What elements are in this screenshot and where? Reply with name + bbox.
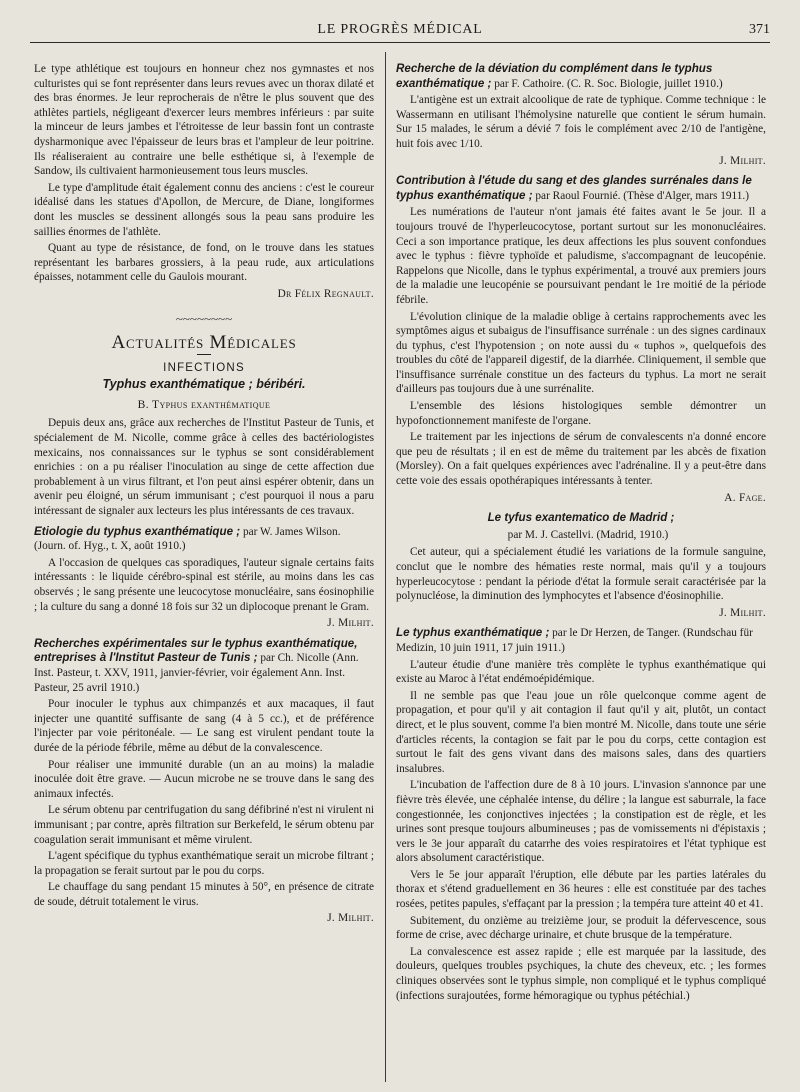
topic-heading: Typhus exanthématique ; béribéri.: [102, 377, 306, 392]
signature-line: [34, 911, 374, 926]
signature: A. Fage.: [724, 491, 766, 504]
article-paragraph: Cet auteur, qui a spécialement étudié les variations de la formule sanguine, conclut que le nombre des hématies reste normal, mais qu'il y a toujours hyperleucocytose : pendant la période d'état la formule serait caractérisée par la polynucléose, la diminution des lymphocytes et l'absence d'éosinophilie.: [396, 546, 766, 603]
article-reference: par Ch. Nicolle (Ann. Inst. Pasteur, t. XXV, 1911, janvier-février, voir également Ann. Inst. Pasteur, 25 avril 1910.): [34, 652, 359, 694]
signature: J. Milhit.: [719, 606, 766, 619]
article-paragraph: Les numérations de l'auteur n'ont jamais été faites avant le 5e jour. Il a toujours trouvé de l'hyperleucocytose, portant surtout sur les mononucléaires. Ceci a son importance pratique, les deux affections les plus souvent confondues avec le typhus : fièvre typhoïde et paludisme, s'accompagnant de leucopénie. Rappelons que Nicolle, dans le typhus expérimental, a trouvé aux premiers jours de la maladie une leucopénie se poursuivant pendant le 1re moitié de la période fébrile.: [396, 206, 766, 306]
article-paragraph: La convalescence est assez rapide ; elle est marquée par la lassitude, des douleurs, quelques troubles psychiques, la chute des cheveux, etc. ; les formes cliniques observées sont le typhus simple, non compliqué et le typhus compliqué (infections surajoutées, forme hémoragique ou typhus pétéchial.): [396, 945, 766, 1002]
article-paragraph: Le sérum obtenu par centrifugation du sang défibriné n'est ni virulent ni immunisant ; par contre, après filtration sur Berkefeld, le sérum obtenu par coagulation serait immunisant et même virulent.: [34, 804, 374, 846]
article-header: [396, 511, 766, 526]
page-number: 371: [749, 22, 770, 37]
article-paragraph: L'incubation de l'affection dure de 8 à 10 jours. L'invasion s'annonce par une fièvre très élevée, une céphalée intense, du délire ; la langue est saburrale, la face congestionnée, les conjonctives injectées ; la constipation est de règle, et les urines sont presque toujours albumineuses ; pas de vomissements ni d'épistaxis ; vers le 3e jour apparaît du catarrhe des voies respiratoires et l'état typhique est alors absolument caractéristique.: [396, 779, 766, 865]
signature-line: [34, 287, 374, 302]
signature-line: [396, 154, 766, 169]
left-column: [34, 62, 374, 928]
article-header: [396, 62, 766, 91]
article-paragraph: A l'occasion de quelques cas sporadiques, l'auteur signale certains faits intéressants : le liquide cérébro-spinal est stérile, au moins dans les cas observés ; le sang présente une leucocytose monucléaire, sans éosinophilie ; la culture du sang a donné 18 fois sur 32 un diplocoque prenant le Gram.: [34, 556, 374, 613]
signature-line: [396, 491, 766, 506]
article-paragraph: Il ne semble pas que l'eau joue un rôle quelconque comme agent de propagation, et pour qu'il y ait contagion il faut qu'il y ait, plutôt, un contact direct, et le plus souvent, comme l'a bien montré M. Nicolle, dans toute une série d'articles récents, la contagion se fait par le pou du corps, cette contagion est surtout le fait des gens vivant dans des maisons sales, dans des quartiers insalubres.: [396, 689, 766, 775]
article-reference: par le Dr Herzen, de Tanger. (Rundschau für Medizin, 10 juin 1911, 17 juin 1911.): [396, 627, 753, 654]
subtopic-heading: B. Typhus exanthématique: [137, 398, 271, 411]
article-paragraph: L'agent spécifique du typhus exanthématique serait un microbe filtrant ; la propagation se ferait surtout par le pou du corps.: [34, 850, 374, 877]
article-paragraph: Subitement, du onzième au treizième jour, se produit la défervescence, sous forme de crise, avec décharge urinaire, et chute brusque de la température.: [396, 914, 766, 942]
article-header: [396, 174, 766, 203]
article-paragraph: L'ensemble des lésions histologiques semble démontrer un hypofonctionnement manifeste de l'organe.: [396, 400, 766, 427]
article-header: [34, 637, 374, 695]
article-header: [396, 626, 766, 655]
right-column: [396, 62, 766, 1005]
article-paragraph: Vers le 5e jour apparaît l'éruption, elle débute par les parties latérales du thorax et s'étend graduellement en 36 heures : elle est constituée par des taches rosées, petites papules, s'effaçant par la pression ; la tempéra ture atteint 40 et 41.: [396, 868, 766, 911]
signature: J. Milhit.: [327, 912, 374, 925]
signature: J. Milhit.: [719, 154, 766, 167]
section-dash: [197, 354, 211, 355]
article-header: [34, 525, 374, 554]
subtopic-intro: Depuis deux ans, grâce aux recherches de l'Institut Pasteur de Tunis, et spécialement de M. Nicolle, comme grâce à celles des bactériologistes mexicains, nos connaissances sur le typhus se sont considérablement enrichies : on a pu réaliser l'inoculation au singe de cette affection due probablement à un virus filtrant, et l'on peut ainsi espérer obtenir, dans un avenir peu éloigné, un sérum immunisant ; c'est pourquoi il nous a paru intéressant de signaler aux lecteurs les plus intéressants de ces travaux.: [34, 417, 374, 518]
section-title: Actualités Médicales: [111, 332, 297, 354]
running-head: [30, 22, 770, 43]
signature-line: [34, 616, 374, 631]
intro-paragraph: Le type d'amplitude était également connu des anciens : c'est le coureur idéalisé dans les statues d'Apollon, de Mercure, de Diane, longiformes dont les muscles se dessinent allongés sous la peau sans produire les saillies énormes de l'athlète.: [34, 181, 374, 238]
article-title: Le typhus exanthématique ;: [396, 626, 550, 640]
journal-title: LE PROGRÈS MÉDICAL: [317, 22, 483, 37]
article-paragraph: Pour réaliser une immunité durable (un an au moins) la maladie inoculée doit être grave. — Aucun microbe ne se trouve dans le sang des animaux infectés.: [34, 758, 374, 800]
article-paragraph: L'auteur étudie d'une manière très complète le typhus exanthématique qui existe au Maroc à l'état endémoépidémique.: [396, 658, 766, 686]
article-title: Contribution à l'étude du sang et des glandes surrénales dans le typhus exanthématique ;: [396, 174, 752, 202]
article-paragraph: Pour inoculer le typhus aux chimpanzés et aux macaques, il faut injecter une quantité suffisante de sang (4 à 5 cc.), et de préférence l'injecter par voie péritonéale. — Le sang est virulent pendant toute la durée de la période fébrile, même au début de la convalescence.: [34, 698, 374, 754]
signature: Dr Félix Regnault.: [277, 287, 374, 300]
intro-paragraph: Le type athlétique est toujours en honneur chez nos gymnastes et nos culturistes qui se font représenter dans leurs revues avec un thorax dilaté et des bras énormes. Je leur reprocherais de n'être le plus souvent que des athlètes partiels, négligeant d'exercer leurs membres inférieurs : par suite la minceur de leurs jambes et l'étroitesse de leur bassin font un contraste dysharmonique avec l'épaisseur de leurs bras et l'ampleur de leur poitrine. Ils réaliseraient au contraire une belle esthétique si, à l'exemple de Sandow, ils cultivaient harmonieusement tous leurs muscles.: [34, 63, 374, 178]
article-title: Recherche de la déviation du complément dans le typhus exanthématique ;: [396, 62, 713, 90]
article-reference: par Raoul Fournié. (Thèse d'Alger, mars 1911.): [535, 189, 749, 202]
article-paragraph: Le traitement par les injections de sérum de convalescents n'a donné encore que peu de résultats ; il en est de même du traitement par les abcès de fixation (Morsley). On a fait quelques expériences avec l'adrénaline. Il y a peut-être dans cette voie des essais opothérapiques intéressants à tenter.: [396, 431, 766, 488]
article-title: Recherches expérimentales sur le typhus exanthématique, entreprises à l'Institut Pasteur de Tunis ;: [34, 636, 358, 665]
article-reference: par F. Cathoire. (C. R. Soc. Biologie, juillet 1910.): [494, 77, 723, 90]
intro-paragraph: Quant au type de résistance, de fond, on le trouve dans les statues représentant les barbares grossiers, à la peau rude, aux articulations épaisses, notamment celle du Gaulois mourant.: [34, 242, 374, 284]
article-paragraph: L'antigène est un extrait alcoolique de rate de typhique. Comme technique : le Wassermann en utilisant l'hémolysine naturelle que contient le sérum humain. Sur 15 malades, le sérum a dévié 7 fois le complément avec 2/10 de l'antigène, huit fois avec 1/10.: [396, 94, 766, 150]
subsection-heading: INFECTIONS: [163, 361, 245, 374]
article-paragraph: Le chauffage du sang pendant 15 minutes à 50°, en présence de citrate de soude, détruit totalement le virus.: [34, 881, 374, 908]
signature: J. Milhit.: [327, 617, 374, 630]
signature-line: [396, 606, 766, 621]
column-rule: [385, 52, 386, 1082]
article-title: Le tyfus exantematico de Madrid ;: [487, 511, 675, 525]
article-paragraph: L'évolution clinique de la maladie oblige à certains rapprochements avec les symptômes aigus et subaigus de l'insuffisance surrénale : un des signes cardinaux du typhus, c'est l'hypotension ; on note aussi du « tuphos », quelquefois des troubles du côté de l'appareil digestif, de la diarrhée. Cliniquement, il semble que l'insuffisance surrénale constitue un des facteurs du typhus. La mort ne serait d'ailleurs pas toujours due à une surrénalite.: [396, 310, 766, 396]
article-reference: par W. James Wilson. (Journ. of. Hyg., t. X, août 1910.): [34, 525, 341, 553]
article-title: Etiologie du typhus exanthématique ;: [34, 524, 241, 538]
separator-ornament: ~~~~~~~~: [175, 310, 233, 326]
article-reference: par M. J. Castellvi. (Madrid, 1910.): [507, 528, 669, 541]
